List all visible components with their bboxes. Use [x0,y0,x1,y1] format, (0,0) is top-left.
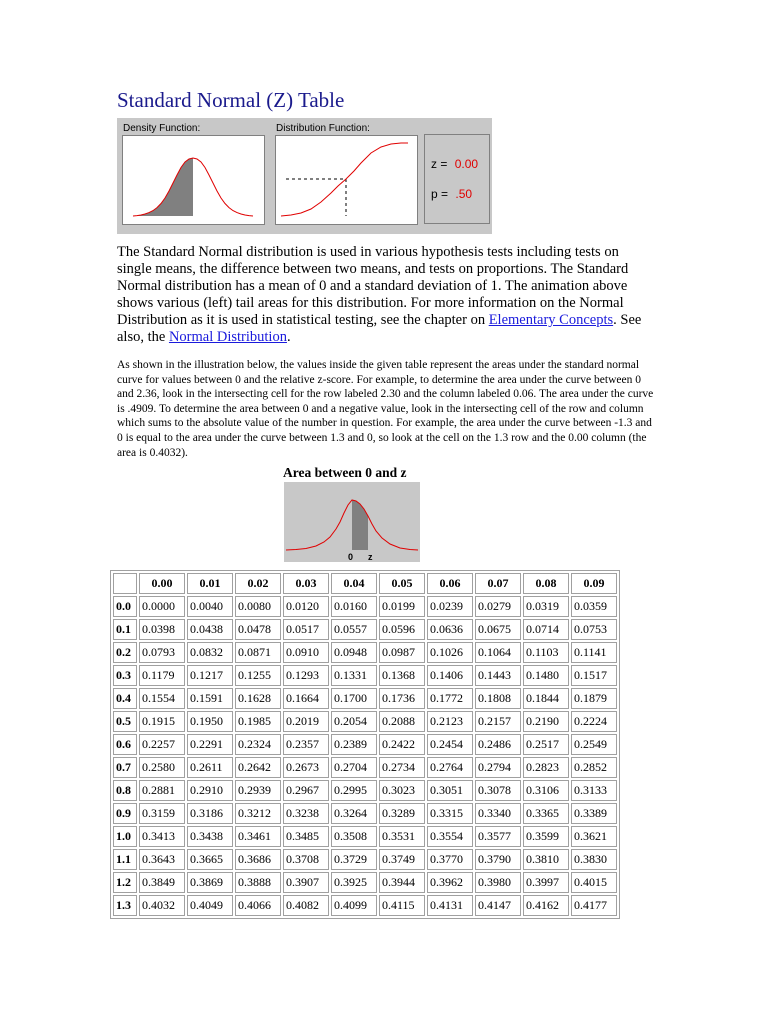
column-header: 0.01 [187,573,233,594]
table-cell: 0.0871 [235,642,281,663]
z-table [110,570,620,919]
row-header: 0.9 [113,803,137,824]
row-header: 0.0 [113,596,137,617]
table-cell: 0.3708 [283,849,329,870]
row-header: 0.4 [113,688,137,709]
table-cell: 0.2190 [523,711,569,732]
zero-axis-label: 0 [348,552,354,562]
table-cell: 0.0948 [331,642,377,663]
table-cell: 0.3212 [235,803,281,824]
table-cell: 0.3264 [331,803,377,824]
table-cell: 0.3830 [571,849,617,870]
table-cell: 0.2389 [331,734,377,755]
table-cell: 0.3790 [475,849,521,870]
table-cell: 0.1443 [475,665,521,686]
p-readout [431,187,472,201]
table-cell: 0.2123 [427,711,473,732]
row-header: 1.1 [113,849,137,870]
table-cell: 0.2580 [139,757,185,778]
table-cell: 0.1331 [331,665,377,686]
density-plot [122,135,265,225]
page-title: Standard Normal (Z) Table [117,88,345,112]
table-row [113,619,617,640]
table-cell: 0.2704 [331,757,377,778]
table-cell: 0.1217 [187,665,233,686]
table-cell: 0.4032 [139,895,185,916]
table-cell: 0.1255 [235,665,281,686]
column-header: 0.06 [427,573,473,594]
z-table-corner-cell [113,573,137,594]
table-cell: 0.2324 [235,734,281,755]
intro-text-end: . [286,329,291,345]
table-cell: 0.0478 [235,619,281,640]
table-cell: 0.4049 [187,895,233,916]
table-cell: 0.2642 [235,757,281,778]
table-cell: 0.1844 [523,688,569,709]
density-shaded-area [133,158,193,216]
intro-text: The Standard Normal distribution is used in various hypothesis tests including tests on single means, the difference between two means, and tests on proportions. The Standard Normal distribution has a mean of 0 and a standard deviation of 1. The animation above shows various (left) tail areas for this distribution. For more information on the Normal Distribution as it is used in statistical testing, see the chapter on [117,244,629,328]
z-readout [431,157,478,171]
table-cell: 0.1628 [235,688,281,709]
table-cell: 0.3340 [475,803,521,824]
column-header: 0.09 [571,573,617,594]
z-table-header-row [113,573,617,594]
area-figure-graphic [284,482,420,562]
table-cell: 0.2088 [379,711,425,732]
table-cell: 0.1591 [187,688,233,709]
column-header: 0.07 [475,573,521,594]
row-header: 0.7 [113,757,137,778]
table-cell: 0.2257 [139,734,185,755]
table-cell: 0.3749 [379,849,425,870]
row-header: 0.6 [113,734,137,755]
table-cell: 0.3577 [475,826,521,847]
column-header: 0.08 [523,573,569,594]
table-cell: 0.3599 [523,826,569,847]
table-cell: 0.3944 [379,872,425,893]
table-cell: 0.1141 [571,642,617,663]
column-header: 0.04 [331,573,377,594]
table-cell: 0.0000 [139,596,185,617]
table-cell: 0.2486 [475,734,521,755]
table-cell: 0.1950 [187,711,233,732]
figure-title: Area between 0 and z [283,465,407,480]
table-cell: 0.2291 [187,734,233,755]
table-row [113,826,617,847]
table-cell: 0.3621 [571,826,617,847]
table-cell: 0.3643 [139,849,185,870]
table-cell: 0.3389 [571,803,617,824]
row-header: 0.3 [113,665,137,686]
table-cell: 0.2549 [571,734,617,755]
table-cell: 0.3413 [139,826,185,847]
table-cell: 0.3238 [283,803,329,824]
table-cell: 0.0987 [379,642,425,663]
table-cell: 0.1517 [571,665,617,686]
table-cell: 0.0517 [283,619,329,640]
table-cell: 0.1179 [139,665,185,686]
table-cell: 0.4162 [523,895,569,916]
table-cell: 0.3665 [187,849,233,870]
normal-distribution-link[interactable]: Normal Distribution [168,329,287,345]
z-readout-label: z = [431,157,448,171]
table-cell: 0.4177 [571,895,617,916]
p-readout-label: p = [431,187,449,201]
density-function-label: Density Function: [123,123,201,134]
table-row [113,688,617,709]
intro-paragraph [117,244,657,346]
table-cell: 0.0398 [139,619,185,640]
table-cell: 0.3888 [235,872,281,893]
table-cell: 0.3078 [475,780,521,801]
table-cell: 0.0557 [331,619,377,640]
table-cell: 0.4015 [571,872,617,893]
row-header: 0.2 [113,642,137,663]
table-row [113,872,617,893]
row-header: 0.8 [113,780,137,801]
table-cell: 0.3849 [139,872,185,893]
table-cell: 0.4099 [331,895,377,916]
column-header: 0.03 [283,573,329,594]
table-cell: 0.3133 [571,780,617,801]
table-cell: 0.1879 [571,688,617,709]
table-cell: 0.2517 [523,734,569,755]
table-cell: 0.2764 [427,757,473,778]
table-cell: 0.3438 [187,826,233,847]
table-cell: 0.3365 [523,803,569,824]
table-cell: 0.0160 [331,596,377,617]
table-cell: 0.2224 [571,711,617,732]
table-cell: 0.1293 [283,665,329,686]
column-header: 0.05 [379,573,425,594]
table-row [113,780,617,801]
table-cell: 0.3159 [139,803,185,824]
table-cell: 0.0080 [235,596,281,617]
table-cell: 0.1664 [283,688,329,709]
table-cell: 0.2357 [283,734,329,755]
table-cell: 0.0319 [523,596,569,617]
table-cell: 0.3186 [187,803,233,824]
table-cell: 0.2454 [427,734,473,755]
table-cell: 0.0793 [139,642,185,663]
table-cell: 0.1915 [139,711,185,732]
table-cell: 0.3508 [331,826,377,847]
distribution-plot [275,135,418,225]
table-cell: 0.2157 [475,711,521,732]
table-cell: 0.3485 [283,826,329,847]
table-cell: 0.0636 [427,619,473,640]
intro-text-between: . See also, the [117,312,642,345]
table-cell: 0.3962 [427,872,473,893]
table-cell: 0.3907 [283,872,329,893]
table-cell: 0.2422 [379,734,425,755]
table-cell: 0.2734 [379,757,425,778]
table-cell: 0.0753 [571,619,617,640]
table-cell: 0.1772 [427,688,473,709]
table-cell: 0.2881 [139,780,185,801]
table-cell: 0.0438 [187,619,233,640]
table-row [113,803,617,824]
table-cell: 0.0714 [523,619,569,640]
table-cell: 0.1700 [331,688,377,709]
table-cell: 0.1406 [427,665,473,686]
table-cell: 0.1103 [523,642,569,663]
table-cell: 0.3980 [475,872,521,893]
table-cell: 0.2967 [283,780,329,801]
p-readout-value: .50 [455,187,473,201]
table-cell: 0.3531 [379,826,425,847]
table-cell: 0.3289 [379,803,425,824]
table-row [113,665,617,686]
table-cell: 0.0120 [283,596,329,617]
density-curve-graphic [123,136,264,224]
distribution-function-label: Distribution Function: [276,123,370,134]
normal-distribution-applet [117,118,492,234]
table-cell: 0.0040 [187,596,233,617]
table-cell: 0.3461 [235,826,281,847]
table-cell: 0.2054 [331,711,377,732]
table-cell: 0.0832 [187,642,233,663]
row-header: 1.0 [113,826,137,847]
table-cell: 0.2852 [571,757,617,778]
table-cell: 0.0910 [283,642,329,663]
table-cell: 0.2939 [235,780,281,801]
z-readout-value: 0.00 [454,157,479,171]
table-cell: 0.4066 [235,895,281,916]
table-cell: 0.3106 [523,780,569,801]
table-cell: 0.4115 [379,895,425,916]
z-axis-label: z [368,552,373,562]
table-cell: 0.3729 [331,849,377,870]
table-cell: 0.3023 [379,780,425,801]
table-row [113,895,617,916]
table-cell: 0.1808 [475,688,521,709]
table-cell: 0.0596 [379,619,425,640]
table-cell: 0.3997 [523,872,569,893]
table-cell: 0.3315 [427,803,473,824]
table-row [113,734,617,755]
table-cell: 0.1064 [475,642,521,663]
table-row [113,757,617,778]
z-p-readout [424,134,490,224]
table-cell: 0.3686 [235,849,281,870]
table-explanation-paragraph: As shown in the illustration below, the values inside the given table represent the areas under the standard normal curve for values between 0 and the relative z-score. For example, to determine the area under the curve between 0 and 2.36, look in the intersecting cell for the row labeled 2.30 and the column labeled 0.06. The area under the curve is .4909. To determine the area between 0 and a negative value, look in the intersecting cell of the row and column which sums to the absolute value of the number in question. For example, the area under the curve between -1.3 and 0 is equal to the area under the curve between 1.3 and 0, so look at the cell on the 1.3 row and the 0.00 column (the area is 0.4032). [117,359,654,459]
row-header: 1.3 [113,895,137,916]
table-cell: 0.2995 [331,780,377,801]
table-cell: 0.3770 [427,849,473,870]
table-cell: 0.1554 [139,688,185,709]
elementary-concepts-link[interactable]: Elementary Concepts [488,312,614,328]
area-figure [284,482,420,562]
table-row [113,711,617,732]
row-header: 0.1 [113,619,137,640]
table-cell: 0.0239 [427,596,473,617]
table-row [113,596,617,617]
row-header: 1.2 [113,872,137,893]
table-cell: 0.4147 [475,895,521,916]
column-header: 0.00 [139,573,185,594]
z-table-body [113,596,617,916]
table-cell: 0.0359 [571,596,617,617]
distribution-curve-graphic [276,136,417,224]
table-cell: 0.3869 [187,872,233,893]
table-cell: 0.2673 [283,757,329,778]
table-cell: 0.4131 [427,895,473,916]
table-cell: 0.2910 [187,780,233,801]
table-cell: 0.4082 [283,895,329,916]
table-row [113,642,617,663]
table-cell: 0.0279 [475,596,521,617]
table-cell: 0.1736 [379,688,425,709]
table-cell: 0.2794 [475,757,521,778]
table-cell: 0.0675 [475,619,521,640]
table-cell: 0.2823 [523,757,569,778]
row-header: 0.5 [113,711,137,732]
table-cell: 0.1480 [523,665,569,686]
table-cell: 0.1368 [379,665,425,686]
table-cell: 0.1985 [235,711,281,732]
table-cell: 0.3051 [427,780,473,801]
table-cell: 0.3554 [427,826,473,847]
area-shaded-region [352,500,368,550]
table-cell: 0.1026 [427,642,473,663]
table-cell: 0.3810 [523,849,569,870]
table-cell: 0.0199 [379,596,425,617]
table-cell: 0.2019 [283,711,329,732]
table-cell: 0.3925 [331,872,377,893]
table-row [113,849,617,870]
table-cell: 0.2611 [187,757,233,778]
column-header: 0.02 [235,573,281,594]
